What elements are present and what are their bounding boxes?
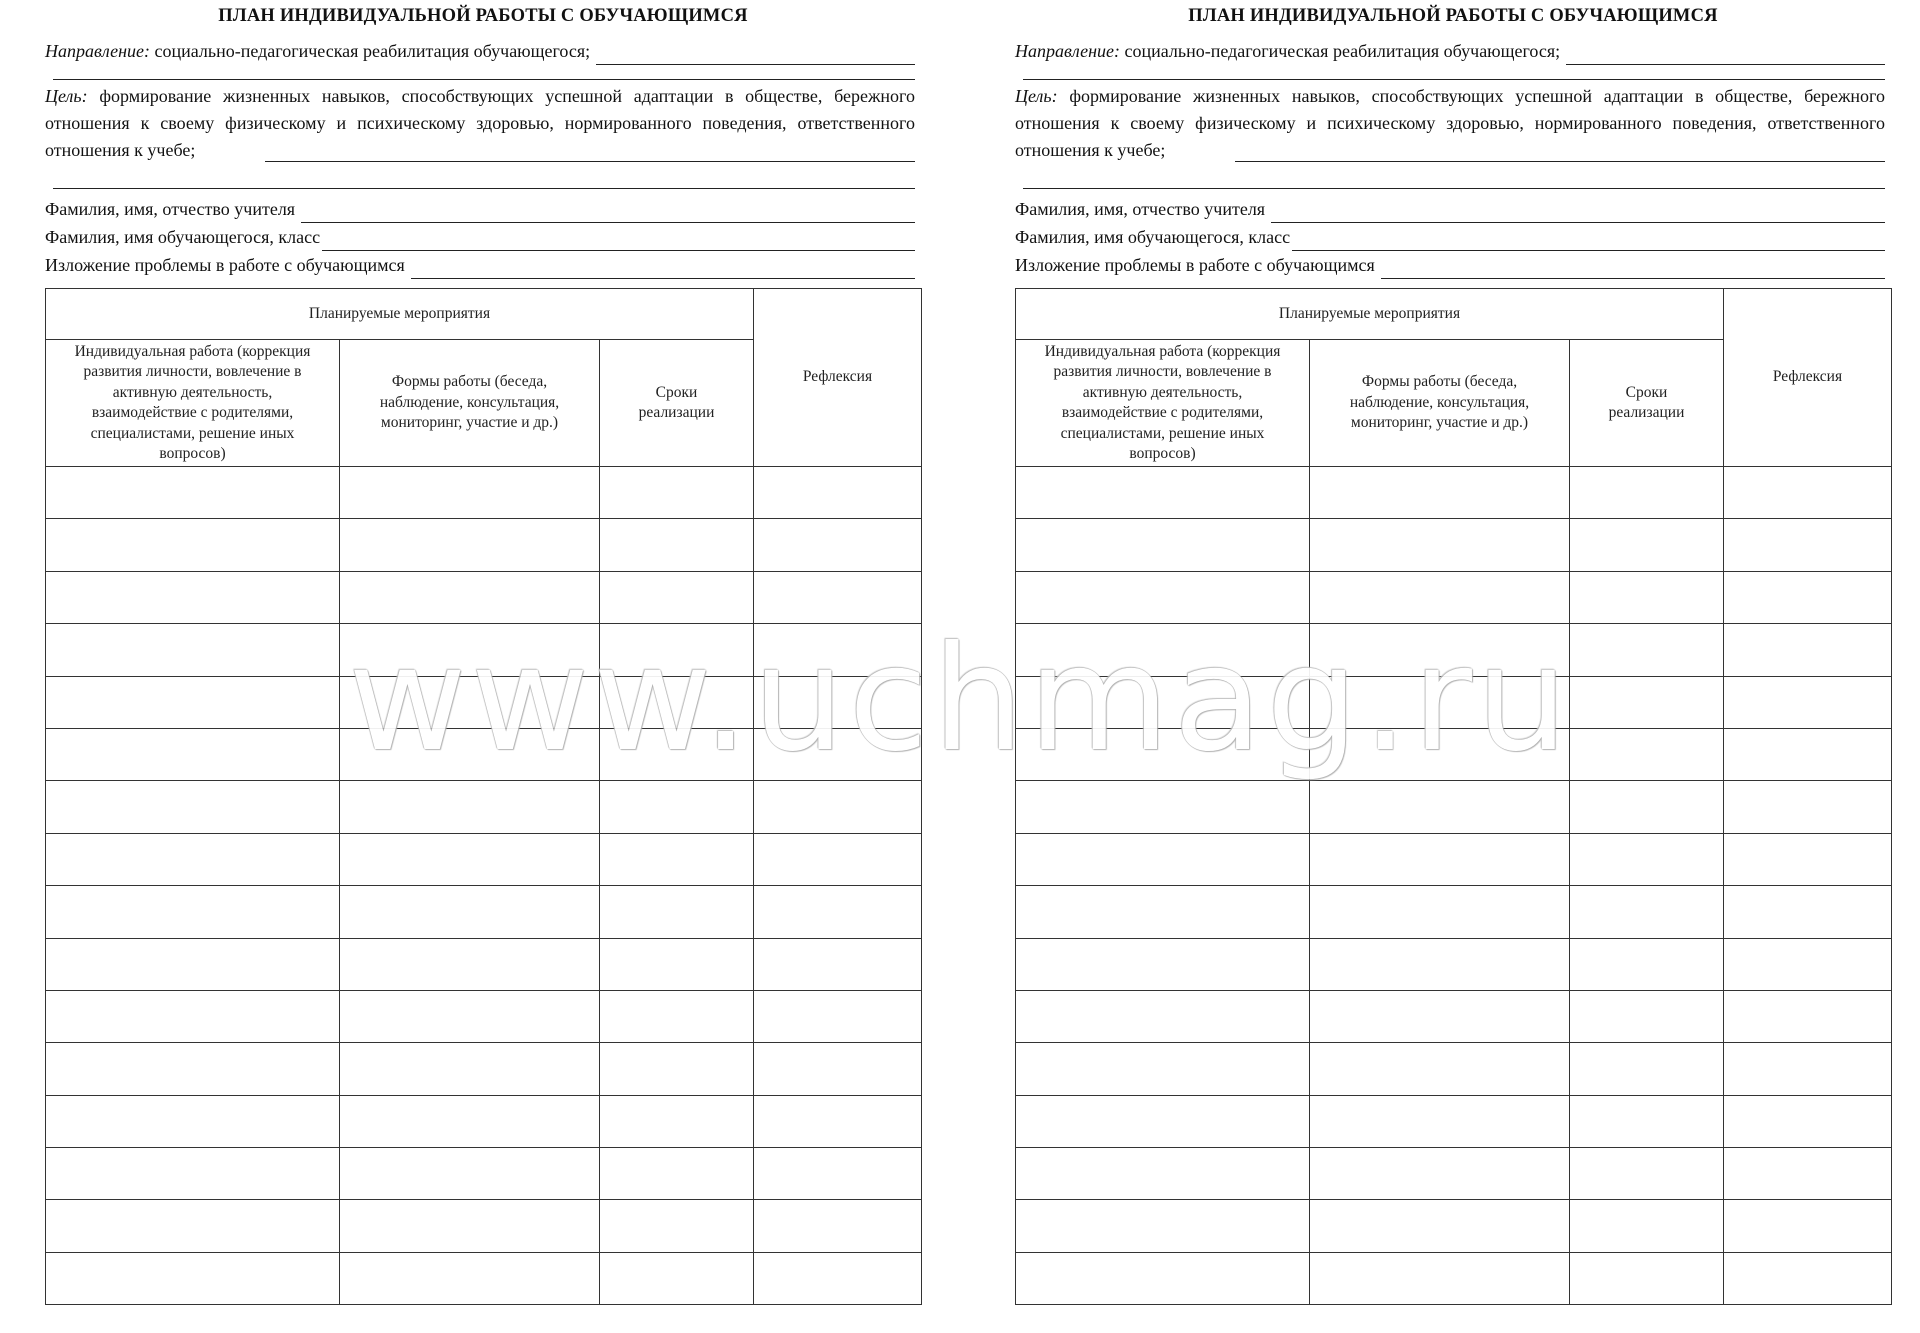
individual-work-cell[interactable] (1016, 571, 1310, 623)
table-row (1016, 1200, 1892, 1252)
work-forms-cell[interactable] (340, 938, 600, 990)
blank-rule[interactable] (1023, 79, 1885, 80)
reflection-cell[interactable] (1724, 676, 1892, 728)
reflection-cell[interactable] (1724, 467, 1892, 519)
table-row (46, 1148, 922, 1200)
individual-work-cell[interactable] (1016, 1043, 1310, 1095)
table-row (1016, 886, 1892, 938)
plan-table (1015, 288, 1892, 1305)
individual-work-cell[interactable] (46, 781, 340, 833)
terms-cell[interactable] (600, 1148, 754, 1200)
student-blank[interactable] (322, 231, 915, 251)
reflection-cell[interactable] (754, 728, 922, 780)
individual-work-cell[interactable] (46, 938, 340, 990)
reflection-cell[interactable] (754, 676, 922, 728)
individual-work-cell[interactable] (46, 467, 340, 519)
terms-cell[interactable] (1570, 1148, 1724, 1200)
table-row (46, 1043, 922, 1095)
work-forms-cell[interactable] (340, 990, 600, 1042)
reflection-cell[interactable] (1724, 571, 1892, 623)
individual-work-cell[interactable] (46, 990, 340, 1042)
terms-cell[interactable] (600, 571, 754, 623)
watermark-logo: www.uchmag.ru (348, 615, 1572, 784)
work-forms-cell[interactable] (340, 1095, 600, 1147)
reflection-cell[interactable] (1724, 781, 1892, 833)
reflection-cell[interactable] (1724, 728, 1892, 780)
work-forms-cell[interactable] (340, 624, 600, 676)
work-forms-cell[interactable] (1310, 1095, 1570, 1147)
work-forms-cell[interactable] (1310, 781, 1570, 833)
table-row (46, 1095, 922, 1147)
goal-label: Цель: (1015, 86, 1058, 106)
individual-work-cell[interactable] (46, 886, 340, 938)
teacher-label: Фамилия, имя, отчество учителя (45, 199, 296, 219)
work-forms-cell[interactable] (1310, 467, 1570, 519)
work-forms-cell[interactable] (1310, 519, 1570, 571)
terms-cell[interactable] (600, 781, 754, 833)
individual-work-cell[interactable] (46, 1148, 340, 1200)
reflection-cell[interactable] (754, 1043, 922, 1095)
table-row (46, 624, 922, 676)
goal-paragraph (1015, 83, 1885, 164)
reflection-cell[interactable] (754, 571, 922, 623)
terms-cell[interactable] (600, 728, 754, 780)
goal-blank[interactable] (265, 161, 915, 162)
table-row (1016, 1148, 1892, 1200)
table-row (46, 467, 922, 519)
individual-work-cell[interactable] (1016, 833, 1310, 885)
reflection-cell[interactable] (1724, 1043, 1892, 1095)
individual-work-header: Индивидуальная работа (коррекция развития личности, вовлечение в активную деятельность, взаимодействие с родителями, специалистами, решение иных вопросов) (46, 340, 340, 467)
terms-cell[interactable] (1570, 833, 1724, 885)
problem-blank[interactable] (411, 259, 915, 279)
reflection-cell[interactable] (754, 1252, 922, 1304)
form-title: ПЛАН ИНДИВИДУАЛЬНОЙ РАБОТЫ С ОБУЧАЮЩИМСЯ (1188, 6, 1718, 26)
reflection-cell[interactable] (1724, 1200, 1892, 1252)
terms-cell[interactable] (600, 1252, 754, 1304)
terms-cell[interactable] (1570, 676, 1724, 728)
individual-work-cell[interactable] (1016, 676, 1310, 728)
terms-cell[interactable] (600, 1095, 754, 1147)
terms-header: Сроки реализации (1570, 340, 1724, 467)
table-row (1016, 728, 1892, 780)
terms-cell[interactable] (1570, 886, 1724, 938)
table-row (46, 990, 922, 1042)
table-row (46, 1200, 922, 1252)
reflection-cell[interactable] (754, 886, 922, 938)
work-forms-cell[interactable] (1310, 938, 1570, 990)
table-row (1016, 467, 1892, 519)
problem-label: Изложение проблемы в работе с обучающимся (1015, 255, 1375, 275)
table-row (46, 781, 922, 833)
individual-work-cell[interactable] (46, 728, 340, 780)
planned-activities-header: Планируемые мероприятия (1016, 289, 1724, 340)
individual-work-cell[interactable] (1016, 990, 1310, 1042)
reflection-cell[interactable] (754, 519, 922, 571)
table-row (46, 1252, 922, 1304)
individual-work-cell[interactable] (46, 1043, 340, 1095)
goal-text: формирование жизненных навыков, способствующих успешной адаптации в обществе, бережного отношения к своему физическому и психическому здоровью, нормированного поведения, ответственного отношения к учебе; (45, 86, 915, 160)
individual-work-cell[interactable] (46, 1200, 340, 1252)
table-row (1016, 1095, 1892, 1147)
work-forms-cell[interactable] (340, 571, 600, 623)
teacher-blank[interactable] (1271, 203, 1885, 223)
work-forms-cell[interactable] (1310, 886, 1570, 938)
terms-cell[interactable] (1570, 938, 1724, 990)
table-body (1016, 467, 1892, 1305)
reflection-cell[interactable] (1724, 886, 1892, 938)
terms-cell[interactable] (600, 990, 754, 1042)
terms-cell[interactable] (600, 938, 754, 990)
direction-line (45, 38, 915, 65)
blank-rule[interactable] (53, 188, 915, 189)
reflection-cell[interactable] (754, 467, 922, 519)
individual-work-cell[interactable] (1016, 1095, 1310, 1147)
table-row (1016, 990, 1892, 1042)
goal-label: Цель: (45, 86, 88, 106)
work-forms-cell[interactable] (1310, 624, 1570, 676)
work-forms-cell[interactable] (340, 886, 600, 938)
goal-paragraph (45, 83, 915, 164)
work-forms-cell[interactable] (340, 781, 600, 833)
work-forms-cell[interactable] (1310, 1200, 1570, 1252)
reflection-header: Рефлексия (754, 289, 922, 467)
terms-cell[interactable] (1570, 571, 1724, 623)
terms-cell[interactable] (1570, 1200, 1724, 1252)
individual-work-cell[interactable] (46, 571, 340, 623)
reflection-cell[interactable] (754, 990, 922, 1042)
reflection-cell[interactable] (754, 624, 922, 676)
table-row (46, 728, 922, 780)
reflection-cell[interactable] (1724, 1148, 1892, 1200)
work-forms-cell[interactable] (1310, 833, 1570, 885)
direction-label: Направление: (45, 41, 151, 61)
work-forms-cell[interactable] (340, 1252, 600, 1304)
direction-blank[interactable] (596, 45, 915, 65)
individual-work-cell[interactable] (1016, 1200, 1310, 1252)
form-page-right (1015, 0, 1891, 1333)
terms-cell[interactable] (600, 1043, 754, 1095)
form-title: ПЛАН ИНДИВИДУАЛЬНОЙ РАБОТЫ С ОБУЧАЮЩИМСЯ (218, 6, 748, 26)
table-row (46, 938, 922, 990)
individual-work-cell[interactable] (46, 676, 340, 728)
reflection-cell[interactable] (754, 1095, 922, 1147)
individual-work-cell[interactable] (46, 833, 340, 885)
terms-cell[interactable] (600, 1200, 754, 1252)
individual-work-cell[interactable] (1016, 1148, 1310, 1200)
problem-line (45, 252, 915, 279)
reflection-cell[interactable] (1724, 833, 1892, 885)
plan-table (45, 288, 922, 1305)
table-row (46, 519, 922, 571)
individual-work-cell[interactable] (46, 519, 340, 571)
terms-cell[interactable] (1570, 1252, 1724, 1304)
individual-work-cell[interactable] (1016, 467, 1310, 519)
terms-cell[interactable] (1570, 624, 1724, 676)
table-row (1016, 938, 1892, 990)
terms-header: Сроки реализации (600, 340, 754, 467)
terms-cell[interactable] (1570, 781, 1724, 833)
direction-label: Направление: (1015, 41, 1121, 61)
work-forms-cell[interactable] (340, 833, 600, 885)
work-forms-header: Формы работы (беседа, наблюдение, консультация, мониторинг, участие и др.) (340, 340, 600, 467)
teacher-label: Фамилия, имя, отчество учителя (1015, 199, 1266, 219)
blank-rule[interactable] (53, 79, 915, 80)
direction-text: социально-педагогическая реабилитация обучающегося; (154, 41, 591, 61)
individual-work-cell[interactable] (1016, 938, 1310, 990)
problem-line (1015, 252, 1885, 279)
reflection-cell[interactable] (1724, 938, 1892, 990)
reflection-cell[interactable] (754, 781, 922, 833)
teacher-line (45, 196, 915, 223)
form-page-left (45, 0, 921, 1333)
reflection-cell[interactable] (1724, 1252, 1892, 1304)
terms-cell[interactable] (600, 833, 754, 885)
individual-work-cell[interactable] (1016, 781, 1310, 833)
table-row (46, 571, 922, 623)
student-blank[interactable] (1292, 231, 1885, 251)
work-forms-cell[interactable] (1310, 1043, 1570, 1095)
individual-work-cell[interactable] (1016, 728, 1310, 780)
work-forms-cell[interactable] (340, 467, 600, 519)
problem-label: Изложение проблемы в работе с обучающимся (45, 255, 405, 275)
individual-work-cell[interactable] (1016, 624, 1310, 676)
work-forms-cell[interactable] (340, 1148, 600, 1200)
individual-work-cell[interactable] (46, 1095, 340, 1147)
work-forms-cell[interactable] (340, 1200, 600, 1252)
work-forms-cell[interactable] (1310, 1252, 1570, 1304)
individual-work-cell[interactable] (1016, 1252, 1310, 1304)
reflection-cell[interactable] (754, 938, 922, 990)
terms-cell[interactable] (600, 467, 754, 519)
student-label: Фамилия, имя обучающегося, класс (1015, 227, 1291, 247)
table-row (46, 886, 922, 938)
work-forms-cell[interactable] (340, 1043, 600, 1095)
reflection-cell[interactable] (754, 833, 922, 885)
terms-cell[interactable] (600, 519, 754, 571)
terms-cell[interactable] (1570, 1095, 1724, 1147)
reflection-cell[interactable] (754, 1200, 922, 1252)
individual-work-cell[interactable] (1016, 886, 1310, 938)
student-line (1015, 224, 1885, 251)
planned-activities-header: Планируемые мероприятия (46, 289, 754, 340)
terms-cell[interactable] (1570, 467, 1724, 519)
reflection-cell[interactable] (1724, 990, 1892, 1042)
direction-line (1015, 38, 1885, 65)
table-body (46, 467, 922, 1305)
work-forms-cell[interactable] (1310, 1148, 1570, 1200)
reflection-cell[interactable] (1724, 519, 1892, 571)
table-row (46, 833, 922, 885)
table-row (1016, 833, 1892, 885)
direction-blank[interactable] (1566, 45, 1885, 65)
goal-text: формирование жизненных навыков, способствующих успешной адаптации в обществе, бережного отношения к своему физическому и психическому здоровью, нормированного поведения, ответственного отношения к учебе; (1015, 86, 1885, 160)
terms-cell[interactable] (1570, 1043, 1724, 1095)
terms-cell[interactable] (1570, 728, 1724, 780)
reflection-header: Рефлексия (1724, 289, 1892, 467)
goal-blank[interactable] (1235, 161, 1885, 162)
individual-work-cell[interactable] (46, 624, 340, 676)
work-forms-cell[interactable] (340, 676, 600, 728)
work-forms-cell[interactable] (1310, 676, 1570, 728)
work-forms-cell[interactable] (1310, 990, 1570, 1042)
individual-work-cell[interactable] (1016, 519, 1310, 571)
reflection-cell[interactable] (1724, 1095, 1892, 1147)
work-forms-cell[interactable] (340, 728, 600, 780)
individual-work-cell[interactable] (46, 1252, 340, 1304)
table-row (1016, 624, 1892, 676)
direction-text: социально-педагогическая реабилитация обучающегося; (1124, 41, 1561, 61)
problem-blank[interactable] (1381, 259, 1885, 279)
reflection-cell[interactable] (754, 1148, 922, 1200)
student-label: Фамилия, имя обучающегося, класс (45, 227, 321, 247)
table-row (1016, 1252, 1892, 1304)
reflection-cell[interactable] (1724, 624, 1892, 676)
table-row (1016, 519, 1892, 571)
work-forms-header: Формы работы (беседа, наблюдение, консультация, мониторинг, участие и др.) (1310, 340, 1570, 467)
table-row (46, 676, 922, 728)
table-row (1016, 571, 1892, 623)
terms-cell[interactable] (600, 886, 754, 938)
student-line (45, 224, 915, 251)
table-row (1016, 1043, 1892, 1095)
work-forms-cell[interactable] (1310, 571, 1570, 623)
blank-rule[interactable] (1023, 188, 1885, 189)
table-row (1016, 676, 1892, 728)
work-forms-cell[interactable] (340, 519, 600, 571)
table-row (1016, 781, 1892, 833)
terms-cell[interactable] (600, 676, 754, 728)
terms-cell[interactable] (1570, 519, 1724, 571)
individual-work-header: Индивидуальная работа (коррекция развития личности, вовлечение в активную деятельность, взаимодействие с родителями, специалистами, решение иных вопросов) (1016, 340, 1310, 467)
terms-cell[interactable] (1570, 990, 1724, 1042)
teacher-blank[interactable] (301, 203, 915, 223)
terms-cell[interactable] (600, 624, 754, 676)
teacher-line (1015, 196, 1885, 223)
work-forms-cell[interactable] (1310, 728, 1570, 780)
